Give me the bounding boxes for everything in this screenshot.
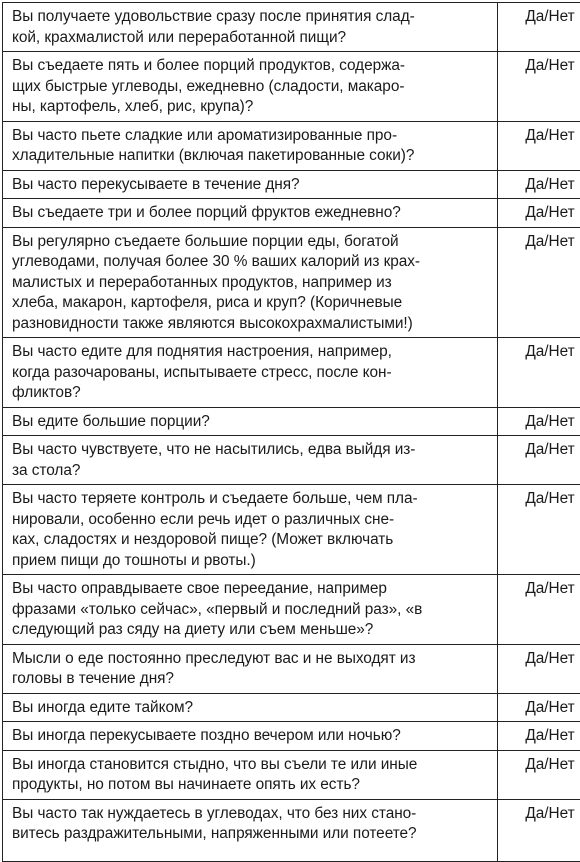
question-line: Вы иногда перекусываете поздно вечером или ночью? [12, 726, 490, 747]
question-text [3, 227, 498, 338]
question-line: фразами «только сейчас», «первый и последний раз», «в [12, 600, 490, 621]
question-line: ках, сладостях и нездоровой пище? (Может включать [12, 530, 490, 551]
question-line: витесь раздражительными, напряженными или потеете? [12, 824, 490, 845]
answer-yes-no: Да/Нет [498, 436, 580, 485]
question-line: фликтов? [12, 383, 490, 404]
questionnaire-page [2, 2, 578, 862]
question-line: хлеба, макарон, картофеля, риса и круп? (Коричневые [12, 293, 490, 314]
question-line: ны, картофель, хлеб, рис, крупа)? [12, 97, 490, 118]
question-text [3, 722, 498, 751]
question-text [3, 693, 498, 722]
question-line: Вы часто перекусываете в течение дня? [12, 175, 490, 196]
question-text [3, 52, 498, 122]
question-line: Вы часто оправдываете свое переедание, например [12, 579, 490, 600]
questionnaire-table [2, 2, 580, 862]
question-text [3, 407, 498, 436]
question-line: Вы съедаете три и более порций фруктов ежедневно? [12, 203, 490, 224]
question-line: хладительные напитки (включая пакетированные соки)? [12, 146, 490, 167]
question-row [3, 52, 580, 122]
question-text [3, 750, 498, 799]
question-line: Вы часто теряете контроль и съедаете больше, чем пла- [12, 489, 490, 510]
question-row [3, 121, 580, 170]
question-row [3, 338, 580, 408]
question-line: за стола? [12, 461, 490, 482]
answer-yes-no: Да/Нет [498, 407, 580, 436]
question-row [3, 407, 580, 436]
question-text [3, 199, 498, 228]
answer-yes-no: Да/Нет [498, 3, 580, 52]
answer-yes-no: Да/Нет [498, 575, 580, 645]
answer-yes-no: Да/Нет [498, 722, 580, 751]
question-row [3, 693, 580, 722]
question-row [3, 485, 580, 575]
question-line: Вы часто чувствуете, что не насытились, едва выйдя из- [12, 440, 490, 461]
answer-yes-no: Да/Нет [498, 693, 580, 722]
question-line: малистых и переработанных продуктов, например из [12, 273, 490, 294]
question-line: щих быстрые углеводы, ежедневно (сладости, макаро- [12, 77, 490, 98]
answer-yes-no: Да/Нет [498, 52, 580, 122]
question-line: Вы часто так нуждаетесь в углеводах, что без них стано- [12, 804, 490, 825]
question-row [3, 750, 580, 799]
question-text [3, 338, 498, 408]
question-line: углеводами, получая более 30 % ваших калорий из крах- [12, 252, 490, 273]
question-text [3, 3, 498, 52]
answer-yes-no: Да/Нет [498, 750, 580, 799]
question-row [3, 575, 580, 645]
question-row [3, 436, 580, 485]
question-line: нировали, особенно если речь идет о различных сне- [12, 510, 490, 531]
question-line: прием пищи до тошноты и рвоты.) [12, 551, 490, 572]
question-text [3, 644, 498, 693]
question-text [3, 436, 498, 485]
answer-yes-no: Да/Нет [498, 199, 580, 228]
question-line: разновидности также являются высокохрахмалистыми!) [12, 314, 490, 335]
question-line: головы в течение дня? [12, 669, 490, 690]
question-line: Вы съедаете пять и более порций продуктов, содержа- [12, 56, 490, 77]
question-text [3, 485, 498, 575]
question-row [3, 644, 580, 693]
question-row [3, 799, 580, 861]
answer-yes-no: Да/Нет [498, 227, 580, 338]
question-row [3, 227, 580, 338]
question-line: Вы едите большие порции? [12, 412, 490, 433]
question-text [3, 170, 498, 199]
question-line: кой, крахмалистой или переработанной пищи? [12, 28, 490, 49]
question-line: когда разочарованы, испытываете стресс, после кон- [12, 363, 490, 384]
question-line: Вы регулярно съедаете большие порции еды, богатой [12, 232, 490, 253]
question-line: Вы часто едите для поднятия настроения, например, [12, 342, 490, 363]
question-text [3, 799, 498, 861]
question-row [3, 199, 580, 228]
answer-yes-no: Да/Нет [498, 644, 580, 693]
question-row [3, 170, 580, 199]
question-row [3, 3, 580, 52]
question-line: Вы иногда едите тайком? [12, 698, 490, 719]
answer-yes-no: Да/Нет [498, 170, 580, 199]
question-text [3, 121, 498, 170]
question-line: Вы иногда становится стыдно, что вы съели те или иные [12, 755, 490, 776]
question-line: Вы получаете удовольствие сразу после принятия слад- [12, 7, 490, 28]
question-row [3, 722, 580, 751]
answer-yes-no: Да/Нет [498, 338, 580, 408]
answer-yes-no: Да/Нет [498, 121, 580, 170]
questionnaire-rows [3, 3, 580, 862]
question-line: Вы часто пьете сладкие или ароматизированные про- [12, 126, 490, 147]
question-line: следующий раз сяду на диету или съем меньше»? [12, 620, 490, 641]
answer-yes-no: Да/Нет [498, 799, 580, 861]
question-line: продукты, но потом вы начинаете опять их есть? [12, 775, 490, 796]
question-text [3, 575, 498, 645]
question-line: Мысли о еде постоянно преследуют вас и не выходят из [12, 649, 490, 670]
answer-yes-no: Да/Нет [498, 485, 580, 575]
